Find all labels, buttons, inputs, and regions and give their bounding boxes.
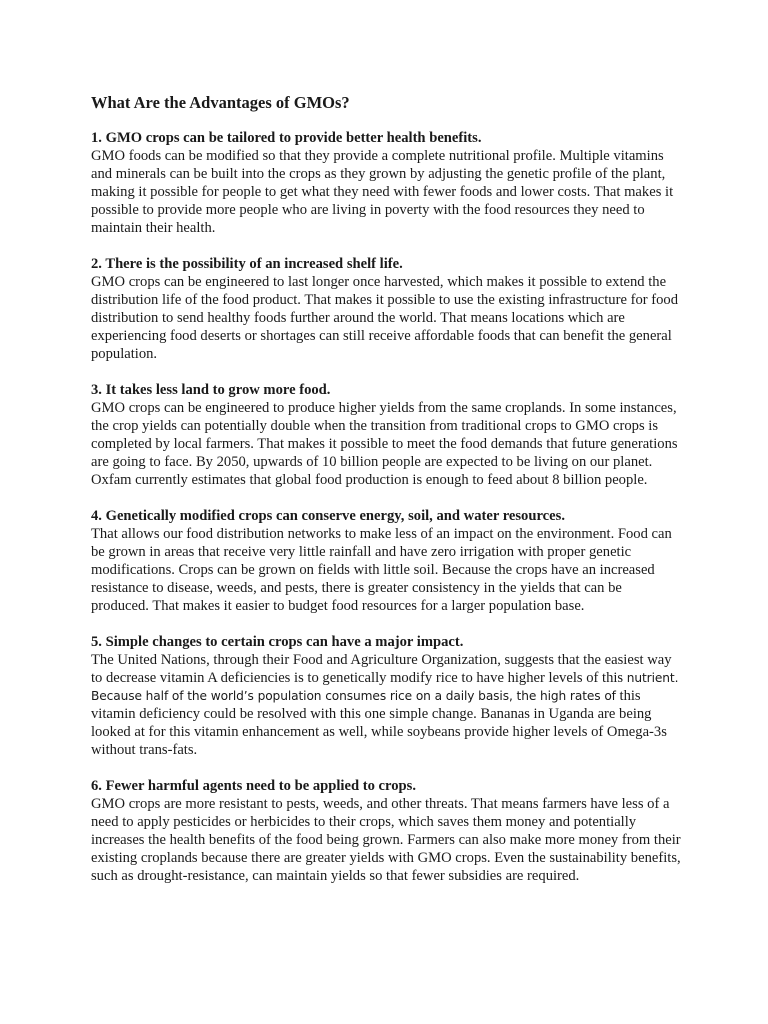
section-heading: 2. There is the possibility of an increased shelf life. [91, 256, 403, 272]
section-body-part-alt-font: nutrient. Because half of the world’s population consumes rice on a daily basis, the high rates of [91, 671, 679, 703]
section-5 [91, 633, 681, 759]
section-3 [91, 381, 681, 489]
section-heading: 1. GMO crops can be tailored to provide better health benefits. [91, 130, 482, 146]
document-title: What Are the Advantages of GMOs? [91, 93, 350, 112]
section-4 [91, 507, 681, 615]
section-body-part: The United Nations, through their Food and Agriculture Organization, suggests that the easiest way to decrease vitamin A deficiencies is to genetically modify rice to have higher levels of this [91, 652, 672, 686]
section-body: GMO crops are more resistant to pests, weeds, and other threats. That means farmers have less of a need to apply pesticides or herbicides to their crops, which saves them money and potentially increases the health benefits of the food being grown. Farmers can also make more money from their existing croplands because there are greater yields with GMO crops. Even the sustainability benefits, such as drought-resistance, can maintain yields so that fewer subsidies are required. [91, 796, 681, 884]
section-1 [91, 129, 681, 237]
section-body: GMO crops can be engineered to produce higher yields from the same croplands. In some instances, the crop yields can potentially double when the transition from traditional crops to GMO crops is completed by local farmers. That makes it possible to meet the food demands that future generations are going to face. By 2050, upwards of 10 billion people are expected to be living on our planet. Oxfam currently estimates that global food production is enough to feed about 8 billion people. [91, 400, 678, 488]
section-heading: 3. It takes less land to grow more food. [91, 382, 331, 398]
section-body: That allows our food distribution networks to make less of an impact on the environment. Food can be grown in areas that receive very little rainfall and have zero irrigation with proper genetic modifications. Crops can be grown on fields with little soil. Because the crops have an increased resistance to disease, weeds, and pests, there is greater consistency in the yields that can be produced. That makes it easier to budget food resources for a larger population base. [91, 526, 672, 614]
section-heading: 5. Simple changes to certain crops can have a major impact. [91, 634, 464, 650]
section-2 [91, 255, 681, 363]
section-heading: 4. Genetically modified crops can conserve energy, soil, and water resources. [91, 508, 565, 524]
section-body: GMO crops can be engineered to last longer once harvested, which makes it possible to extend the distribution life of the food product. That makes it possible to use the existing infrastructure for food distribution to send healthy foods further around the world. That means locations which are experiencing food deserts or shortages can still receive affordable foods that can benefit the general population. [91, 274, 679, 362]
section-body [91, 651, 681, 759]
section-body: GMO foods can be modified so that they provide a complete nutritional profile. Multiple vitamins and minerals can be built into the crops as they grown by adjusting the genetic profile of the plant, making it possible for people to get what they need with fewer foods and lower costs. That makes it possible to provide more people who are living in poverty with the food resources they need to maintain their health. [91, 148, 674, 236]
section-heading: 6. Fewer harmful agents need to be applied to crops. [91, 778, 416, 794]
document-content [91, 93, 681, 903]
section-body-part: this vitamin deficiency could be resolved with this one simple change. Bananas in Uganda are being looked at for this vitamin enhancement as well, while soybeans provide higher levels of Omega-3s without trans-fats. [91, 688, 667, 758]
section-6 [91, 777, 681, 885]
